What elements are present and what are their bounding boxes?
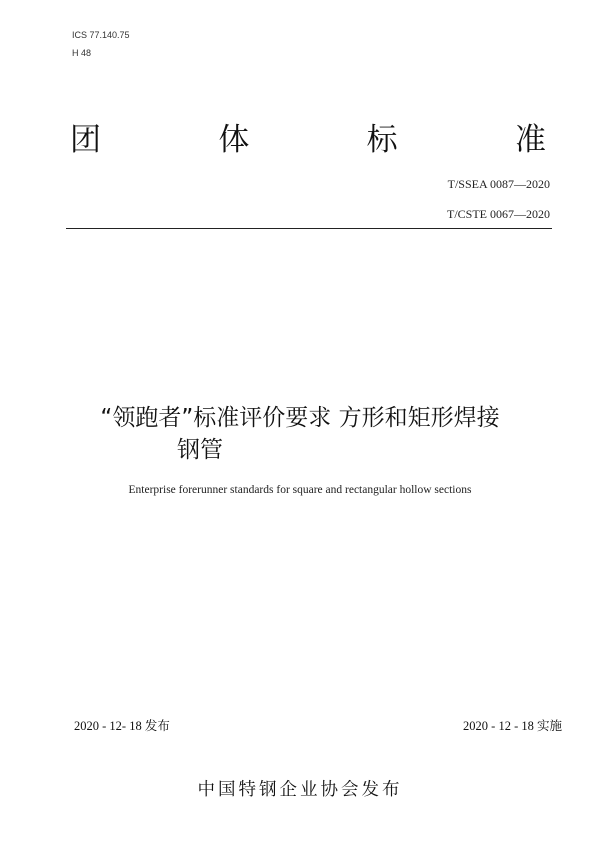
chinese-title — [60, 402, 540, 466]
chinese-title-line-2: 钢管 — [177, 437, 223, 463]
implementation-date: 2020 - 12 - 18 实施 — [463, 719, 562, 733]
ccs-code: H 48 — [72, 48, 92, 58]
standard-type-char-1: 团 — [70, 122, 101, 158]
publisher: 中国特钢企业协会发布 — [197, 780, 403, 800]
header-divider — [66, 228, 552, 229]
english-title: Enterprise forerunner standards for square and rectangular hollow sections — [128, 484, 472, 496]
standard-type-char-3: 标 — [366, 122, 398, 158]
ics-code: ICS 77.140.75 — [72, 30, 130, 40]
standard-code-2: T/CSTE 0067—2020 — [446, 207, 550, 221]
standard-type-heading — [70, 114, 546, 159]
standard-type-char-2: 体 — [218, 122, 250, 158]
issue-date: 2020 - 12- 18 发布 — [74, 719, 170, 733]
standard-code-1: T/SSEA 0087—2020 — [447, 177, 550, 191]
standard-type-char-4: 准 — [514, 122, 546, 158]
chinese-title-line-1: “领跑者”标准评价要求 方形和矩形焊接 — [100, 405, 500, 431]
